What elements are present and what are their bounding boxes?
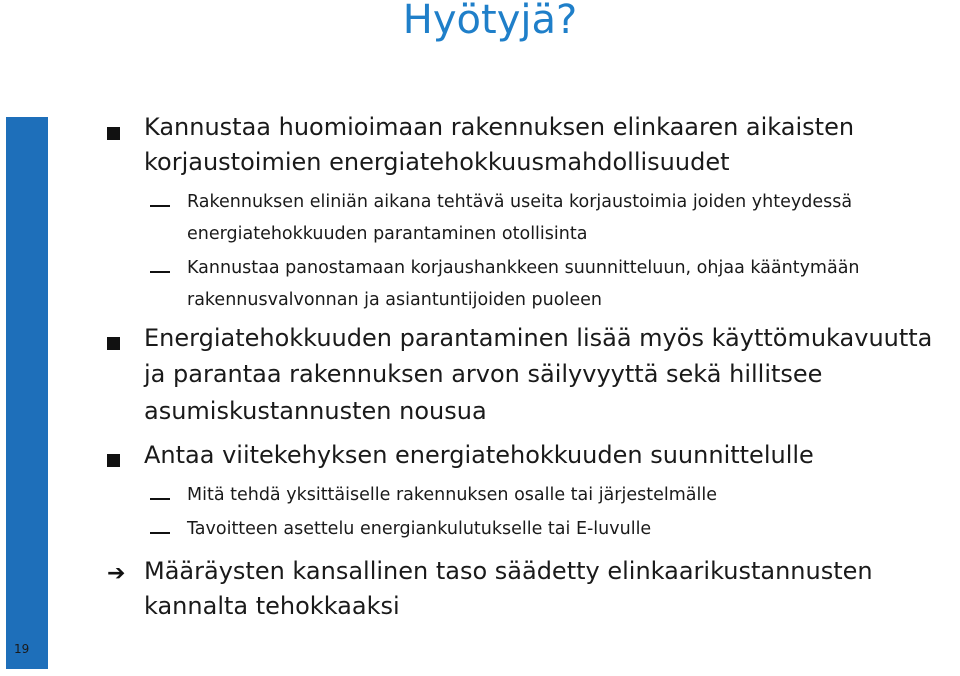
conclusion-text: Määräysten kansallinen taso säädetty elinkaarikustannusten <box>144 557 873 585</box>
subbullet-text: Mitä tehdä yksittäiselle rakennuksen osalle tai järjestelmälle <box>187 485 717 505</box>
dash-bullet-icon <box>150 498 170 500</box>
dash-bullet-icon <box>150 271 170 273</box>
square-bullet-icon <box>107 127 120 140</box>
dash-bullet-icon <box>150 532 170 534</box>
subbullet-text: rakennusvalvonnan ja asiantuntijoiden puoleen <box>187 290 602 310</box>
square-bullet-icon <box>107 337 120 350</box>
subbullet-text: energiatehokkuuden parantaminen otollisinta <box>187 224 588 244</box>
subbullet-text: Rakennuksen eliniän aikana tehtävä useita korjaustoimia joiden yhteydessä <box>187 192 853 212</box>
page-number: 19 <box>14 642 30 656</box>
subbullet-text: Tavoitteen asettelu energiankulutukselle tai E-luvulle <box>187 519 652 539</box>
conclusion-text: kannalta tehokkaaksi <box>144 592 400 620</box>
square-bullet-icon <box>107 454 120 467</box>
bullet-text: Energiatehokkuuden parantaminen lisää myös käyttömukavuutta <box>144 324 933 352</box>
arrow-right-icon: ➔ <box>107 561 126 586</box>
dash-bullet-icon <box>150 205 170 207</box>
bullet-text: korjaustoimien energiatehokkuusmahdollisuudet <box>144 148 730 176</box>
subbullet-text: Kannustaa panostamaan korjaushankkeen suunnitteluun, ohjaa kääntymään <box>187 258 860 278</box>
sidebar-bar <box>6 117 48 669</box>
bullet-text: asumiskustannusten nousua <box>144 397 487 425</box>
bullet-text: Kannustaa huomioimaan rakennuksen elinkaaren aikaisten <box>144 113 855 141</box>
bullet-text: ja parantaa rakennuksen arvon säilyvyyttä sekä hillitsee <box>144 360 823 388</box>
slide-title: Hyötyjä? <box>402 0 578 43</box>
bullet-text: Antaa viitekehyksen energiatehokkuuden suunnittelulle <box>144 441 814 469</box>
